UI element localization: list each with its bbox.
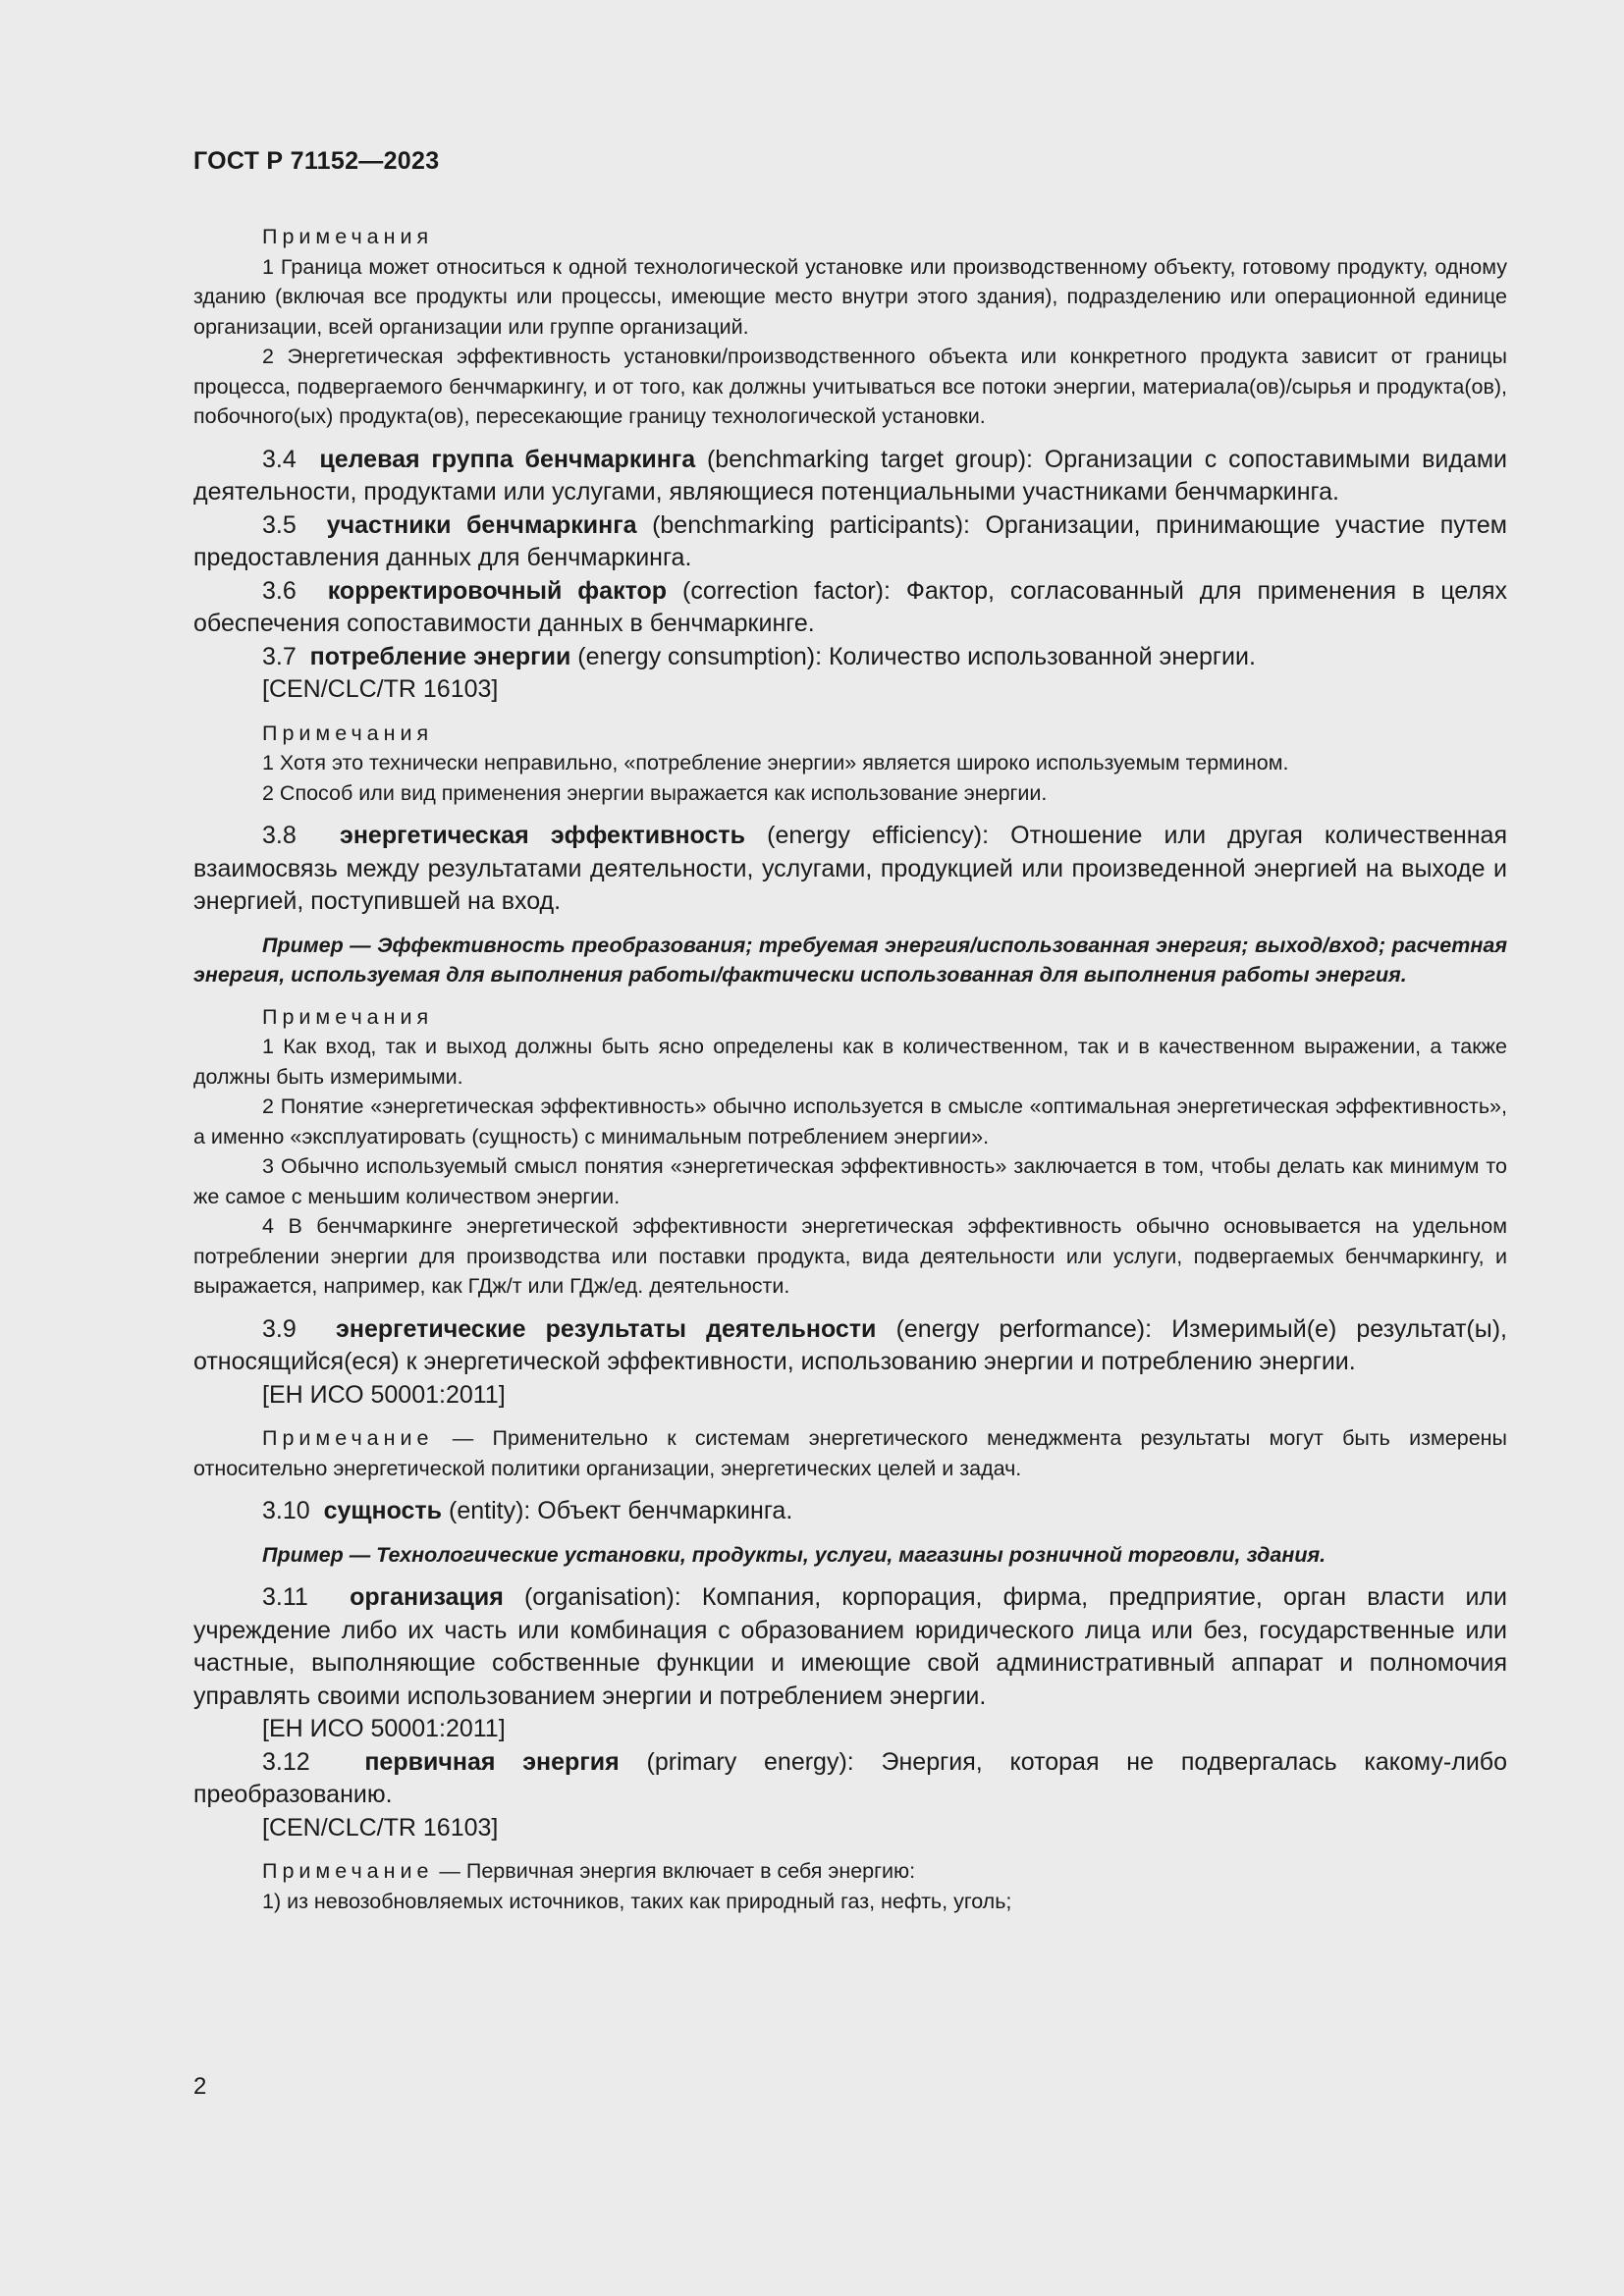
note-3-12 — [193, 1856, 1507, 1887]
term-entry-3-8 — [193, 820, 1507, 919]
term-name: энергетические результаты деятельности — [336, 1314, 877, 1343]
term-entry-3-4 — [193, 444, 1507, 509]
example-3-8: Пример — Эффективность преобразования; требуемая энергия/использованная энергия; выход/вход; расчетная энергия, используемая для выполнения работы/фактически использованная для выполнения работы энергия. — [193, 933, 1507, 987]
term-number: 3.7 — [262, 642, 297, 670]
term-definition: (benchmarking participants): Организации, принимающие участие путем предоставления данных для бенчмаркинга. — [193, 510, 1507, 571]
note-text: — Первичная энергия включает в себя энергию: — [433, 1859, 916, 1883]
document-body — [193, 222, 1507, 1916]
term-name: сущность — [323, 1497, 443, 1524]
term-number: 3.5 — [262, 510, 297, 539]
term-name: участники бенчмаркинга — [326, 510, 637, 539]
notes-label: Примечания — [262, 1004, 434, 1029]
term-number: 3.12 — [262, 1747, 310, 1776]
term-definition: (correction factor): Фактор, согласованный для применения в целях обеспечения сопоставимости данных в бенчмаркинге. — [193, 576, 1507, 637]
term-number: 3.10 — [262, 1497, 310, 1524]
note-item: 1 Как вход, так и выход должны быть ясно определены как в количественном, так и в качественном выражении, а также должны быть измеримыми. — [193, 1035, 1507, 1089]
term-entry-3-11 — [193, 1581, 1507, 1713]
term-name: организация — [350, 1583, 504, 1611]
term-definition: (organisation): Компания, корпорация, фирма, предприятие, орган власти или учреждение либо их часть или комбинация с образованием юридического лица или без, государственные или частные, выполняющие собственные функции и имеющие свой административный аппарат и полномочия управлять своими использованием энергии и потреблением энергии. — [193, 1583, 1507, 1710]
term-entry-3-7 — [193, 641, 1507, 674]
term-name: целевая группа бенчмаркинга — [319, 445, 696, 473]
term-number: 3.6 — [262, 576, 297, 605]
note-item: 1 Граница может относиться к одной технологической установке или производственному объекту, готовому продукту, одному зданию (включая все продукты или процессы, имеющие место внутри этого здания), подразделению или операционной единице организации, всей организации или группе организаций. — [193, 254, 1507, 339]
notes-label: Примечания — [262, 225, 434, 248]
note-label: Примечание — [262, 1859, 434, 1883]
notes-label: Примечания — [262, 721, 434, 745]
note-3-9 — [193, 1423, 1507, 1483]
note-item: 1 Хотя это технически неправильно, «потребление энергии» является широко используемым термином. — [262, 751, 1289, 774]
term-definition: (energy efficiency): Отношение или другая количественная взаимосвязь между результатами деятельности, услугами, продукцией или произведенной энергией на выходе и энергией, поступившей на вход. — [193, 822, 1507, 915]
term-definition: (primary energy): Энергия, которая не подвергалась какому-либо преобразованию. — [193, 1747, 1508, 1808]
note-text: — Применительно к системам энергетического менеджмента результаты могут быть измерены относительно энергетической политики организации, энергетических целей и задач. — [193, 1426, 1507, 1480]
term-name: корректировочный фактор — [327, 576, 668, 605]
term-source: [ЕН ИСО 50001:2011] — [262, 1715, 506, 1742]
term-entry-3-6 — [193, 575, 1507, 641]
note-item: 2 Энергетическая эффективность установки/производственного объекта или конкретного продукта зависит от границы процесса, подвергаемого бенчмаркингу, и от того, как должны учитываться все потоки энергии, материала(ов)/сырья и продукта(ов), побочного(ых) продукта(ов), пересекающие границу технологической установки. — [193, 345, 1507, 428]
note-item: 2 Понятие «энергетическая эффективность» обычно используется в смысле «оптимальная энергетическая эффективность», а именно «эксплуатировать (сущность) с минимальным потреблением энергии». — [193, 1095, 1507, 1148]
note-item: 3 Обычно используемый смысл понятия «энергетическая эффективность» заключается в том, чтобы делать как минимум то же самое с меньшим количеством энергии. — [193, 1154, 1507, 1208]
term-number: 3.8 — [262, 822, 297, 849]
term-name: энергетическая эффективность — [340, 822, 745, 849]
term-source: [ЕН ИСО 50001:2011] — [262, 1380, 506, 1409]
note-item: 4 В бенчмаркинге энергетической эффективности энергетическая эффективность обычно основывается на удельном потреблении энергии для производства или поставки продукта, вида деятельности или услуги, подвергаемых бенчмаркингу, и выражается, например, как ГДж/т или ГДж/ед. деятельности. — [193, 1214, 1507, 1298]
page-header: ГОСТ Р 71152—2023 — [193, 147, 440, 175]
term-name: потребление энергии — [309, 642, 571, 670]
note-list-item: 1) из невозобновляемых источников, таких как природный газ, нефть, уголь; — [262, 1889, 1012, 1913]
term-number: 3.9 — [262, 1314, 297, 1343]
note-label: Примечание — [262, 1426, 434, 1450]
term-entry-3-9 — [193, 1313, 1507, 1379]
note-item: 2 Способ или вид применения энергии выражается как использование энергии. — [262, 780, 1048, 805]
term-source: [CEN/CLC/TR 16103] — [262, 675, 499, 703]
page-number: 2 — [193, 2073, 207, 2100]
term-number: 3.11 — [262, 1583, 308, 1611]
term-name: первичная энергия — [364, 1747, 620, 1776]
term-definition: (entity): Объект бенчмаркинга. — [449, 1497, 793, 1524]
term-entry-3-10 — [193, 1495, 1507, 1528]
term-definition: (benchmarking target group): Организации с сопоставимыми видами деятельности, продуктами или услугами, являющиеся потенциальными участниками бенчмаркинга. — [193, 445, 1507, 506]
term-source: [CEN/CLC/TR 16103] — [262, 1813, 499, 1842]
term-entry-3-5 — [193, 509, 1507, 575]
term-number: 3.4 — [262, 445, 297, 473]
term-definition: (energy consumption): Количество использованной энергии. — [577, 642, 1256, 670]
example-3-10: Пример — Технологические установки, продукты, услуги, магазины розничной торговли, здания. — [262, 1542, 1326, 1567]
term-entry-3-12 — [193, 1746, 1507, 1812]
term-definition: (energy performance): Измеримый(е) результат(ы), относящийся(еся) к энергетической эффективности, использованию энергии и потреблению энергии. — [193, 1314, 1507, 1375]
